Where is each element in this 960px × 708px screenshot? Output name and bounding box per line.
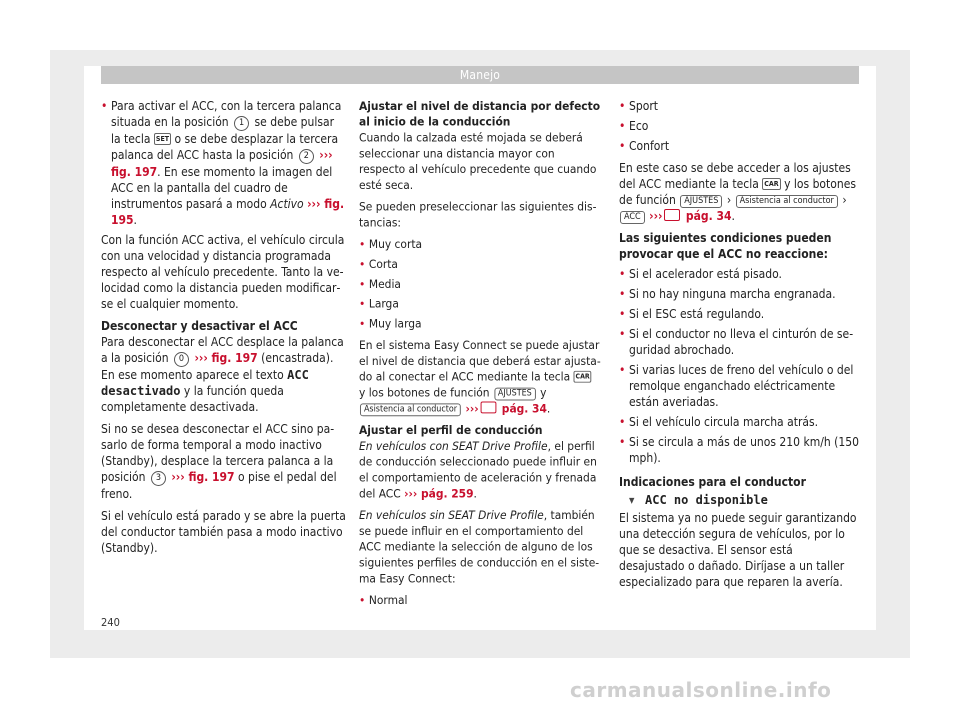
- list-item: • Larga: [359, 296, 601, 312]
- unavailable-paragraph: El sistema ya no puede seguir garantizando una detección segura de vehículos, por lo que se desactiva. El sensor está desajustado o dañado. Diríjase a un taller especializado para que reparen la avería.: [619, 511, 857, 589]
- condition-item: • Si el acelerador está pisado.: [619, 266, 859, 282]
- position-0-marker: 0: [174, 352, 189, 367]
- wet-road-paragraph: Cuando la calzada esté mojada se deberá seleccionar una distancia mayor con respecto al vehículo precedente que cuando esté seca.: [359, 130, 597, 192]
- condition-item: • Si varias luces de freno del vehículo o del remolque enganchado eléctricamente están averiadas.: [619, 362, 859, 410]
- column-3: [619, 98, 859, 596]
- column-2: [359, 98, 601, 612]
- easy-connect-paragraph: En el sistema Easy Connect se puede ajustar el nivel de distancia que deberá estar ajustado al conectar el ACC mediante la tecla CAR y los botones de función AJUSTES y Asistencia al conductor ››› pág. 34.: [359, 338, 601, 416]
- drive-profile-paragraph: En vehículos con SEAT Drive Profile, el perfil de conducción seleccionado puede influir en el comportamiento de aceleración y frenada del ACC ››› pág. 259.: [359, 439, 597, 501]
- position-1-marker: 1: [234, 116, 249, 131]
- watermark: carmanualsonline.info: [570, 678, 832, 702]
- condition-item: • Si el ESC está regulando.: [619, 306, 859, 322]
- heading-default-distance: Ajustar el nivel de distancia por defecto al inicio de la conducción: [359, 98, 601, 129]
- list-item: • Muy corta: [359, 236, 601, 252]
- list-item: • Muy larga: [359, 315, 601, 331]
- preselect-paragraph: Se pueden preseleccionar las siguientes distancias:: [359, 199, 597, 230]
- page-259-link[interactable]: ››› pág. 259: [404, 486, 474, 501]
- settings-paragraph: En este caso se debe acceder a los ajustes del ACC mediante la tecla CAR y los botones de función AJUSTES › Asistencia al conductor › ACC ››› pág. 34.: [619, 161, 856, 223]
- position-2-marker: 2: [299, 149, 314, 164]
- book-icon: [481, 401, 497, 413]
- acc-button[interactable]: ACC: [620, 211, 645, 224]
- acc-unavailable-text: ACC no disponible: [645, 493, 768, 507]
- fig-195-link[interactable]: ››› fig. 195: [111, 197, 345, 227]
- acc-deactivated-text: ACC desactivado: [101, 368, 309, 398]
- asistencia-button[interactable]: Asistencia al conductor: [360, 403, 461, 416]
- fig-197-link-3[interactable]: ››› fig. 197: [171, 470, 235, 484]
- condition-item: • Si el vehículo circula marcha atrás.: [619, 414, 859, 430]
- condition-item: • Si el conductor no lleva el cinturón de seguridad abrochado.: [619, 326, 859, 358]
- no-profile-paragraph: En vehículos sin SEAT Drive Profile, también se puede influir en el comportamiento del ACC mediante la selección de alguno de los siguientes perfiles de conducción en el sistema Easy Connect:: [359, 508, 600, 586]
- door-paragraph: Si el vehículo está parado y se abre la puerta del conductor también pasa a modo inactivo (Standby).: [101, 509, 346, 555]
- list-item: • Normal: [359, 592, 601, 608]
- ajustes-button[interactable]: AJUSTES: [680, 195, 722, 208]
- acc-active-paragraph: Con la función ACC activa, el vehículo circula con una velocidad y distancia programada respecto al vehículo precedente. Tanto la velocidad como la distancia pueden modificarse el cualquier momento.: [101, 233, 345, 311]
- asistencia-button[interactable]: Asistencia al conductor: [736, 195, 838, 208]
- page-34-link[interactable]: pág. 34: [501, 401, 547, 416]
- position-3-marker: 3: [151, 471, 166, 486]
- car-key-icon: CAR: [575, 372, 590, 381]
- list-item: • Sport: [619, 98, 859, 114]
- book-icon: [664, 209, 680, 221]
- section-header: Manejo: [101, 66, 859, 84]
- acc-unavailable-line: [619, 492, 859, 508]
- column-1: [101, 98, 346, 562]
- fig-197-link[interactable]: ››› fig. 197: [111, 148, 333, 179]
- list-item: • Eco: [619, 118, 859, 134]
- activation-paragraph: • Para activar el ACC, con la tercera palanca situada en la posición 1 se debe pulsar la tecla SET o se debe desplazar la tercera palanca del ACC hasta la posición 2 ››› fig. 197. En ese momento la imagen del ACC en la pantalla del cuadro de instrumentos pasará a modo Activo ››› fig. 195.: [101, 98, 346, 228]
- list-item: • Media: [359, 276, 601, 292]
- list-item: • Confort: [619, 138, 859, 154]
- radar-warning-icon: ▾: [629, 493, 635, 507]
- set-key-icon: SET: [155, 135, 170, 143]
- page-34-link[interactable]: pág. 34: [685, 209, 732, 223]
- list-item: • Corta: [359, 256, 601, 272]
- ajustes-button[interactable]: AJUSTES: [494, 388, 536, 401]
- fig-197-link-2[interactable]: ››› fig. 197: [194, 351, 258, 365]
- heading-disconnect: Desconectar y desactivar el ACC: [101, 319, 298, 333]
- heading-profile: Ajustar el perfil de conducción: [359, 423, 543, 438]
- car-key-icon: CAR: [764, 180, 779, 188]
- standby-paragraph: Si no se desea desconectar el ACC sino pasarlo de forma temporal a modo inactivo (Standby), desplace la tercera palanca a la posición 3 ››› fig. 197 o pise el pedal del freno.: [101, 422, 337, 501]
- disconnect-paragraph: Para desconectar el ACC desplace la palanca a la posición 0 ››› fig. 197 (encastrada). En ese momento aparece el texto ACC desactivado y la función queda completamente desactivada.: [101, 335, 344, 414]
- heading-conditions: Las siguientes condiciones pueden provocar que el ACC no reaccione:: [619, 231, 832, 261]
- condition-item: • Si se circula a más de unos 210 km/h (150 mph).: [619, 434, 859, 466]
- heading-driver-notes: Indicaciones para el conductor: [619, 475, 806, 489]
- condition-item: • Si no hay ninguna marcha engranada.: [619, 286, 859, 302]
- page-number: 240: [101, 616, 120, 629]
